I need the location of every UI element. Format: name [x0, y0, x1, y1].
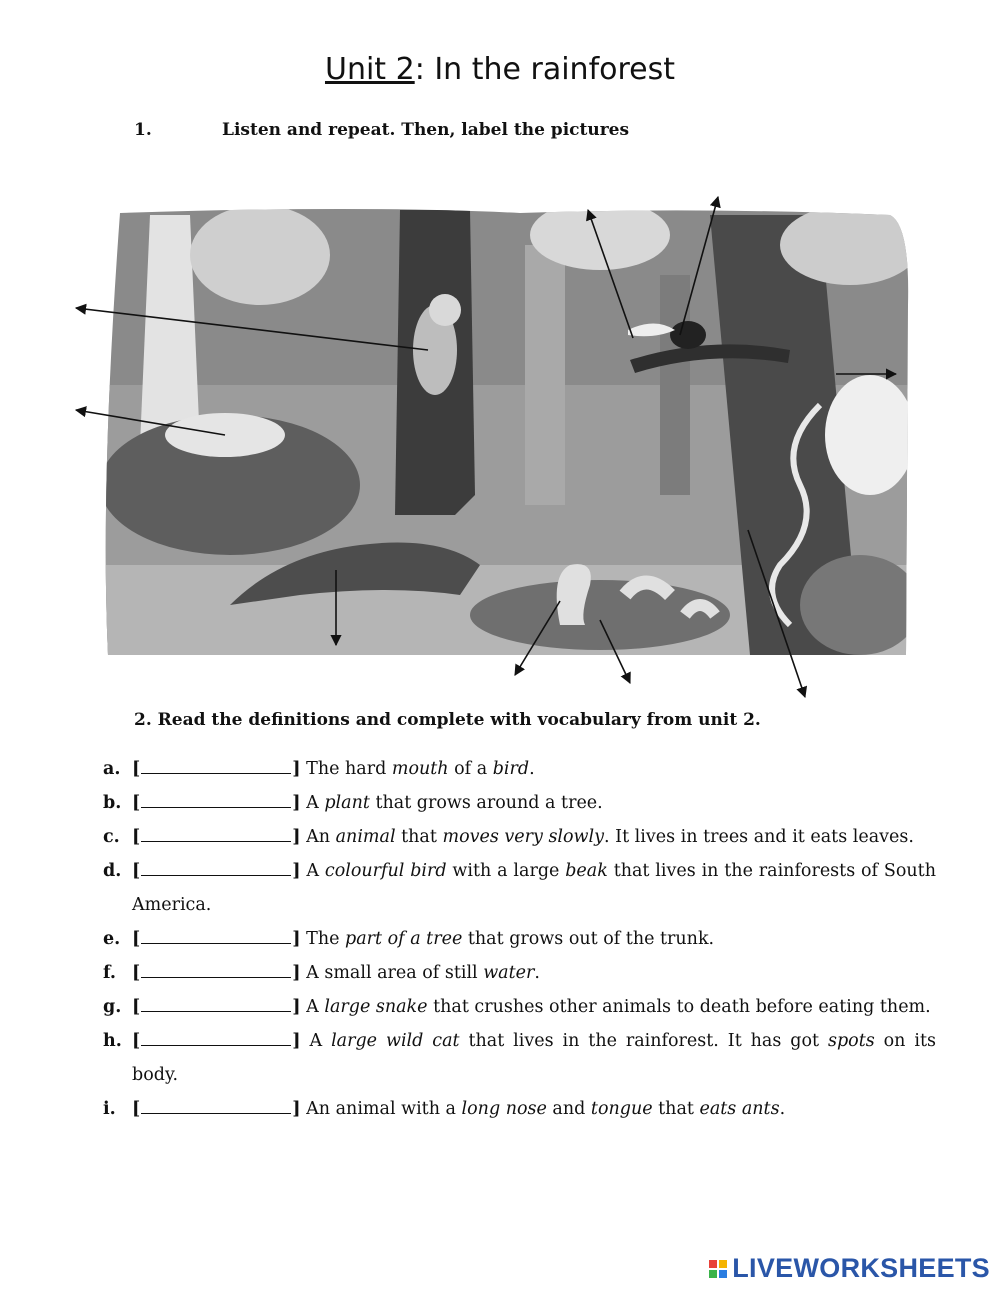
definition-item [100, 1024, 936, 1092]
answer-blank[interactable] [132, 997, 301, 1017]
blank-close-bracket: ] [292, 861, 301, 881]
answer-blank[interactable] [132, 793, 301, 813]
blank-line[interactable] [141, 859, 291, 876]
definition-letter: a. [103, 759, 121, 779]
definition-text: A [306, 861, 325, 881]
definition-keyword: large snake [324, 997, 428, 1017]
blank-open-bracket: [ [132, 759, 141, 779]
definition-keyword: mouth [391, 759, 449, 779]
page-title [0, 52, 1000, 87]
definition-text: A small area of still [306, 963, 484, 983]
definition-text: of a [448, 759, 493, 779]
definition-text: that grows around a tree. [369, 793, 603, 813]
definition-item [100, 786, 936, 820]
answer-blank[interactable] [132, 861, 301, 881]
definition-text: The [306, 929, 346, 949]
definition-letter: b. [103, 793, 122, 813]
definition-item [100, 820, 936, 854]
definition-text: A [306, 793, 325, 813]
definition-keyword: tongue [590, 1099, 653, 1119]
definition-keyword: part of a tree [345, 929, 463, 949]
definition-keyword: animal [335, 827, 396, 847]
blank-open-bracket: [ [132, 793, 141, 813]
definition-letter: d. [103, 861, 122, 881]
definition-letter: e. [103, 929, 121, 949]
blank-line[interactable] [141, 961, 291, 978]
definition-text: . It lives in trees and it eats leaves. [604, 827, 914, 847]
definition-item [100, 752, 936, 786]
definition-text: . [529, 759, 535, 779]
definition-item [100, 922, 936, 956]
liveworksheets-logo-icon [709, 1260, 727, 1278]
definition-keyword: spots [827, 1031, 875, 1051]
blank-close-bracket: ] [292, 1031, 301, 1051]
definition-text: that [395, 827, 443, 847]
answer-blank[interactable] [132, 963, 301, 983]
blank-close-bracket: ] [292, 929, 301, 949]
definition-keyword: colourful bird [324, 861, 447, 881]
definition-keyword: large wild cat [331, 1031, 460, 1051]
logo-square [709, 1270, 717, 1278]
exercise1-instruction: Listen and repeat. Then, label the pictures [222, 120, 630, 140]
definition-letter: c. [103, 827, 120, 847]
definition-letter: i. [103, 1099, 116, 1119]
answer-blank[interactable] [132, 1099, 301, 1119]
definition-keyword: long nose [461, 1099, 547, 1119]
definition-text: on its body. [132, 1031, 936, 1085]
liveworksheets-brand: LIVEWORKSHEETS [732, 1253, 990, 1283]
blank-open-bracket: [ [132, 827, 141, 847]
exercise1-heading [134, 120, 629, 140]
blank-line[interactable] [141, 1097, 291, 1114]
definition-text: that lives in the rainforests of South America. [132, 861, 936, 915]
exercise1-number: 1. [134, 120, 152, 140]
definition-text: that lives in the rainforest. It has got [459, 1031, 828, 1051]
definition-text: A [309, 1031, 332, 1051]
definition-text: that grows out of the trunk. [462, 929, 715, 949]
title-unit: Unit 2 [324, 52, 415, 87]
definition-text: that [652, 1099, 700, 1119]
definition-keyword: moves very slowly [442, 827, 605, 847]
definition-text: An animal with a [306, 1099, 462, 1119]
blank-line[interactable] [141, 995, 291, 1012]
title-topic: : In the rainforest [414, 52, 676, 87]
blank-line[interactable] [141, 927, 291, 944]
definition-item [100, 854, 936, 922]
logo-square [709, 1260, 717, 1268]
definition-keyword: beak [565, 861, 608, 881]
definitions-list [100, 752, 936, 1126]
blank-open-bracket: [ [132, 963, 141, 983]
blank-open-bracket: [ [132, 1031, 141, 1051]
definition-letter: h. [103, 1031, 122, 1051]
definition-text: and [546, 1099, 591, 1119]
definition-item [100, 990, 936, 1024]
definition-item [100, 1092, 936, 1126]
definition-text: An [306, 827, 336, 847]
answer-blank[interactable] [132, 1031, 301, 1051]
definition-item [100, 956, 936, 990]
answer-blank[interactable] [132, 827, 301, 847]
blank-close-bracket: ] [292, 827, 301, 847]
blank-line[interactable] [141, 791, 291, 808]
blank-open-bracket: [ [132, 929, 141, 949]
definition-keyword: eats ants [699, 1099, 780, 1119]
definition-keyword: bird [492, 759, 530, 779]
blank-close-bracket: ] [292, 759, 301, 779]
logo-square [719, 1270, 727, 1278]
definition-keyword: plant [324, 793, 370, 813]
definition-letter: f. [103, 963, 116, 983]
definition-keyword: water [483, 963, 535, 983]
blank-open-bracket: [ [132, 997, 141, 1017]
definition-text: . [779, 1099, 786, 1119]
rainforest-illustration [60, 185, 940, 705]
definition-text: . [534, 963, 540, 983]
blank-line[interactable] [141, 757, 291, 774]
blank-open-bracket: [ [132, 861, 141, 881]
definition-text: The hard [306, 759, 392, 779]
blank-close-bracket: ] [292, 997, 301, 1017]
blank-open-bracket: [ [132, 1099, 141, 1119]
exercise2-heading: 2. Read the definitions and complete with vocabulary from unit 2. [134, 710, 761, 730]
blank-line[interactable] [141, 1029, 291, 1046]
definition-text: with a large [446, 861, 566, 881]
answer-blank[interactable] [132, 759, 301, 779]
definition-text: A [306, 997, 325, 1017]
definition-letter: g. [103, 997, 122, 1017]
definition-text: that crushes other animals to death before eating them. [427, 997, 931, 1017]
blank-line[interactable] [141, 825, 291, 842]
blank-close-bracket: ] [292, 963, 301, 983]
answer-blank[interactable] [132, 929, 301, 949]
logo-square [719, 1260, 727, 1268]
liveworksheets-footer [709, 1253, 990, 1284]
blank-close-bracket: ] [292, 793, 301, 813]
blank-close-bracket: ] [292, 1099, 301, 1119]
